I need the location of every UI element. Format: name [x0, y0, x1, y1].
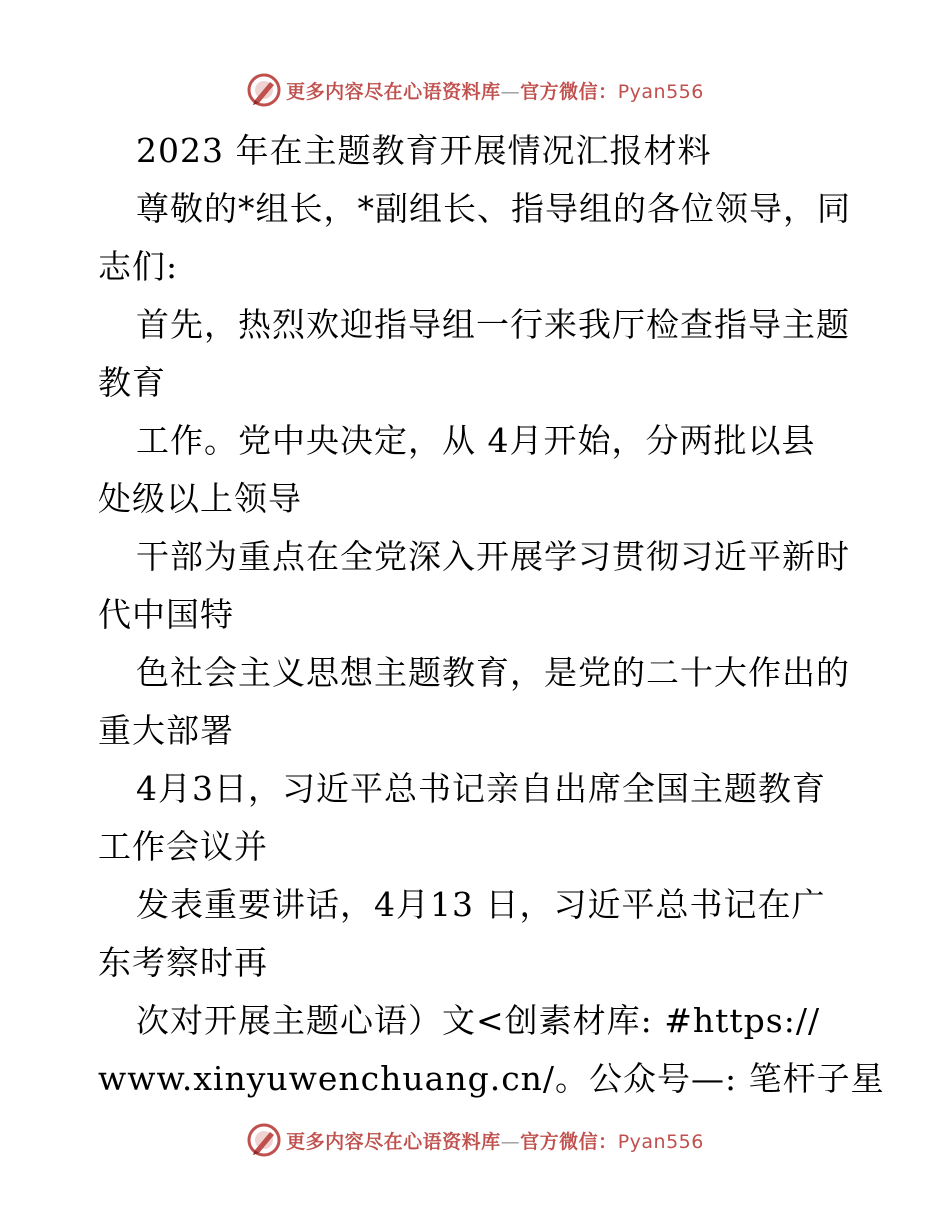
watermark-separator: —: [500, 1130, 521, 1153]
watermark-wechat-id: Pyan556: [617, 80, 704, 103]
footer-watermark: [0, 1118, 950, 1162]
watermark-wechat-label: 官方微信：: [520, 80, 618, 103]
text-line: 色社会主义思想主题教育，是党的二十大作出的: [136, 653, 850, 692]
document-title: 2023 年在主题教育开展情况汇报材料: [136, 131, 712, 170]
text-line: 干部为重点在全党深入开展学习贯彻习近平新时: [136, 537, 850, 576]
pen-logo-icon: [246, 72, 282, 108]
text-line: 东考察时再: [98, 943, 268, 982]
text-line: 4月3日，习近平总书记亲自出席全国主题教育: [136, 769, 826, 808]
watermark-main-text: 更多内容尽在心语资料库: [286, 80, 501, 103]
watermark-separator: —: [500, 80, 521, 103]
watermark-wechat-id: Pyan556: [617, 1130, 704, 1153]
text-line: www.xinyuwenchuang.cn/。公众号—: 笔杆子星: [98, 1059, 885, 1098]
watermark-wechat-label: 官方微信：: [520, 1130, 618, 1153]
text-line: 教育: [98, 363, 166, 402]
text-line: 发表重要讲话，4月13 日，习近平总书记在广: [136, 885, 826, 924]
text-line: 重大部署: [98, 711, 234, 750]
text-line: 处级以上领导: [98, 479, 302, 518]
header-watermark: [0, 68, 950, 112]
watermark-main-text: 更多内容尽在心语资料库: [286, 1130, 501, 1153]
pen-logo-icon: [246, 1122, 282, 1158]
text-line: 次对开展主题心语）文<创素材库: #https://: [136, 1001, 821, 1040]
document-body: [98, 122, 885, 1108]
text-line: 尊敬的*组长，*副组长、指导组的各位领导，同: [136, 189, 851, 228]
text-line: 代中国特: [98, 595, 234, 634]
text-line: 志们:: [98, 247, 179, 286]
text-line: 工作。党中央决定，从 4月开始，分两批以县: [136, 421, 816, 460]
text-line: 首先，热烈欢迎指导组一行来我厅检查指导主题: [136, 305, 850, 344]
text-line: 工作会议并: [98, 827, 268, 866]
